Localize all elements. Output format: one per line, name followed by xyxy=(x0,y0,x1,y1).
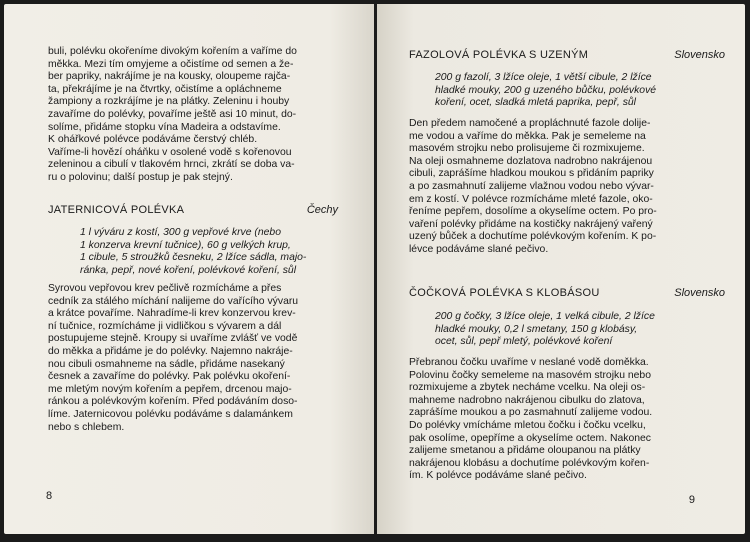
text-line: a po zasmahnutí zalijeme vlažnou vodou nebo vývar- xyxy=(409,180,654,192)
method-text xyxy=(48,283,298,434)
page-number: 9 xyxy=(688,494,695,506)
page-number: 8 xyxy=(46,490,53,502)
text-line: měkka. Mezi tím omyjeme a očistíme od semen a že- xyxy=(48,58,294,70)
text-line: ta, překrájíme je na čtvrtky, očistíme a opláchneme xyxy=(48,83,282,95)
ingredients-text xyxy=(435,311,655,349)
text-line: ránkou a polévkovým kořením. Před podáváním doso- xyxy=(48,396,298,408)
right-page xyxy=(377,4,745,534)
ingredients-text xyxy=(435,72,656,110)
text-line: Přebranou čočku uvaříme v neslané vodě doměkka. xyxy=(409,357,649,368)
recipe-title: ČOČKOVÁ POLÉVKA S KLOBÁSOU xyxy=(409,287,600,299)
text-line: nou cibuli osmahneme na sádle, přidáme nasekaný xyxy=(48,358,285,370)
text-line: ber papriky, nakrájíme je na kousky, oloupeme rajča- xyxy=(48,71,291,83)
text-line: vaření polévky přidáme na kostičky nakrájený vařený xyxy=(409,218,653,230)
text-line: ru o polovinu; další postup je pak stejný. xyxy=(48,171,233,183)
text-line: mahneme nadrobno nakrájenou cibulku do zlatova, xyxy=(409,394,645,406)
text-line: česnek a zavaříme do polévky. Pak polévku okoření- xyxy=(48,371,291,383)
text-line: nakrájenou klobásu a dochutíme polévkovým kořen- xyxy=(409,457,650,469)
text-line: ím. K polévce podáváme slané pečivo. xyxy=(409,470,587,482)
text-line: me mletým novým kořením a pepřem, drcenou majo- xyxy=(48,383,292,395)
recipe-title: FAZOLOVÁ POLÉVKA S UZENÝM xyxy=(409,49,589,61)
left-page xyxy=(4,4,374,534)
text-line: Den předem namočené a propláchnuté fazole dolije- xyxy=(409,118,651,129)
recipe-title: JATERNICOVÁ POLÉVKA xyxy=(48,204,185,216)
text-line: a krátce povaříme. Nahradíme-li krev konzervou krev- xyxy=(48,308,296,320)
intro-text xyxy=(48,46,297,185)
recipe-region: Čechy xyxy=(306,204,338,216)
text-line: řeníme pepřem, dosolíme a okyselíme octem. Po pro- xyxy=(409,206,657,218)
text-line: pak osolíme, opepříme a okyselíme octem. Nakonec xyxy=(409,432,651,444)
text-line: Polovinu čočky semeleme na masovém strojku nebo xyxy=(409,369,651,381)
text-line: me vodou a vaříme do měkka. Pak je semeleme na xyxy=(409,130,646,142)
text-line: ocet, sůl, pepř mletý, polévkové koření xyxy=(435,336,613,348)
text-line: hladké mouky, 200 g uzeného bůčku, polévkové xyxy=(435,84,657,96)
text-line: Syrovou vepřovou krev pečlivě rozmícháme a přes xyxy=(48,283,282,294)
recipe-region: Slovensko xyxy=(674,49,725,61)
text-line: lévce podáváme slané pečivo. xyxy=(409,243,549,255)
text-line: zaprášíme moukou a po zasmahnutí zalijeme vodou. xyxy=(409,407,653,419)
ingredients-text xyxy=(80,227,306,277)
text-line: rozmixujeme a zbytek necháme vcelku. Na oleji os- xyxy=(409,382,646,394)
text-line: solíme, přidáme stopku vína Madeira a odstavíme. xyxy=(48,121,281,133)
text-line: zalijeme smetanou a přidáme oloupanou na plátky xyxy=(409,445,641,457)
text-line: 200 g čočky, 3 lžíce oleje, 1 velká cibule, 2 lžíce xyxy=(435,311,655,322)
text-line: Vaříme-li hovězí oháňku v osolené vodě s kořenovou xyxy=(48,146,292,158)
text-line: postupujeme stejně. Kroupy si uvaříme zvlášť ve vodě xyxy=(48,333,298,345)
text-line: nebo s chlebem. xyxy=(48,421,125,433)
text-line: 1 cibule, 5 stroužků česneku, 2 lžíce sádla, majo- xyxy=(80,252,307,264)
text-line: ní tučnice, rozmícháme ji vidličkou s vývarem a dál xyxy=(48,320,282,332)
text-line: K ohářkové polévce podáváme čerstvý chléb. xyxy=(48,134,258,146)
text-line: uzený bůček a dochutíme polévkovým kořením. K po- xyxy=(409,231,657,243)
text-line: em z kostí. V polévce rozmícháme mleté fazole, oko- xyxy=(409,193,653,205)
text-line: do měkka a přidáme je do polévky. Najemno nakráje- xyxy=(48,345,293,357)
text-line: cedník za stálého míchání nalijeme do vařícího vývaru xyxy=(48,295,299,307)
text-line: 1 l výváru z kostí, 300 g vepřové krve (nebo xyxy=(80,227,281,238)
text-line: zavaříme do polévky, povaříme ještě asi 10 minut, do- xyxy=(48,108,297,120)
text-line: masovém strojku nebo prolisujeme či rozmixujeme. xyxy=(409,143,645,155)
text-line: líme. Jaternicovou polévku podáváme s dalamánkem xyxy=(48,408,293,420)
text-line: 1 konzerva krevní tučnice), 60 g velkých krup, xyxy=(80,239,291,251)
text-line: 200 g fazolí, 3 lžíce oleje, 1 větší cibule, 2 lžíce xyxy=(435,72,652,83)
text-line: zeleninou a cibulí v tlakovém hrnci, zkrátí se doba va- xyxy=(48,159,295,171)
text-line: žampiony a rozkrájíme je na plátky. Zeleninu i houby xyxy=(48,96,290,108)
method-text xyxy=(409,118,657,257)
recipe-region: Slovensko xyxy=(674,287,725,299)
text-line: buli, polévku okořeníme divokým kořením a vaříme do xyxy=(48,46,297,57)
method-text xyxy=(409,357,652,483)
text-line: koření, ocet, sladká mletá paprika, pepř, sůl xyxy=(435,97,636,109)
text-line: hladké mouky, 0,2 l smetany, 150 g klobásy, xyxy=(435,323,638,335)
text-line: Na oleji osmahneme dozlatova nadrobno nakrájenou xyxy=(409,155,653,167)
text-line: ránka, pepř, nové koření, polévkové koření, sůl xyxy=(80,264,297,276)
text-line: cibuli, zaprášíme hladkou moukou s přidáním papriky xyxy=(409,168,654,180)
text-line: Do polévky vmícháme mletou čočku i čočku vcelku, xyxy=(409,419,646,431)
